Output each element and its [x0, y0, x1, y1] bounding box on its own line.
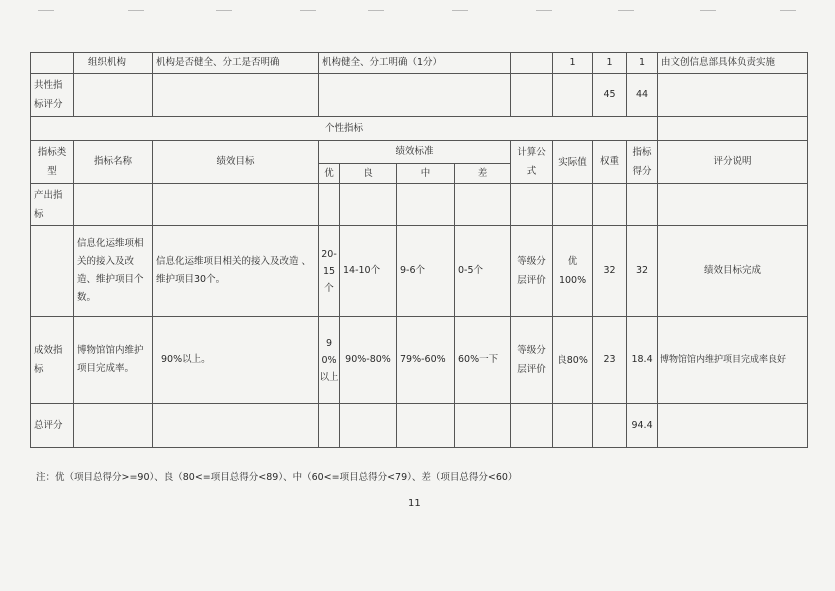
item2-label: 成效指标 — [31, 317, 74, 404]
item1-excellent: 20-15个 — [319, 226, 340, 317]
item2-poor: 60%一下 — [455, 317, 511, 404]
item1-actual: 优100% — [553, 226, 593, 317]
item2-score: 18.4 — [627, 317, 658, 404]
item1-row — [31, 226, 808, 317]
org-row — [31, 53, 808, 74]
item2-remark: 博物馆馆内维护项目完成率良好 — [658, 317, 808, 404]
total-score: 94.4 — [627, 404, 658, 448]
item2-medium: 79%-60% — [397, 317, 455, 404]
section-title: 个性指标 — [31, 117, 658, 141]
total-row — [31, 404, 808, 448]
header-type: 指标类型 — [31, 141, 74, 184]
org-goal: 机构是否健全、分工是否明确 — [153, 53, 319, 74]
item1-poor: 0-5个 — [455, 226, 511, 317]
performance-table — [30, 52, 808, 448]
common-score-label: 共性指标评分 — [31, 74, 74, 117]
item2-row — [31, 317, 808, 404]
output-row — [31, 184, 808, 226]
page-number: 11 — [408, 498, 421, 509]
header-weight: 权重 — [593, 141, 627, 184]
header-standard: 绩效标准 — [319, 141, 511, 164]
common-score-row — [31, 74, 808, 117]
item2-name: 博物馆馆内维护项目完成率。 — [74, 317, 153, 404]
item2-weight: 23 — [593, 317, 627, 404]
item1-weight: 32 — [593, 226, 627, 317]
header-good: 良 — [340, 164, 397, 184]
header-score: 指标得分 — [627, 141, 658, 184]
item2-goal: 90%以上。 — [153, 317, 319, 404]
org-value-1: 1 — [553, 53, 593, 74]
org-note: 由文创信息部具体负责实施 — [658, 53, 808, 74]
item1-name: 信息化运维项相关的接入及改造、维护项目个数。 — [74, 226, 153, 317]
item1-remark: 绩效目标完成 — [658, 226, 808, 317]
header-row-1 — [31, 141, 808, 164]
common-weight: 45 — [593, 74, 627, 117]
header-poor: 差 — [455, 164, 511, 184]
org-standard: 机构健全、分工明确（1分） — [319, 53, 511, 74]
header-remark: 评分说明 — [658, 141, 808, 184]
header-actual: 实际值 — [553, 141, 593, 184]
org-name: 组织机构 — [74, 53, 153, 74]
org-value-3: 1 — [627, 53, 658, 74]
header-excellent: 优 — [319, 164, 340, 184]
header-medium: 中 — [397, 164, 455, 184]
output-label: 产出指标 — [31, 184, 74, 226]
item1-goal: 信息化运维项目相关的接入及改造 、维护项目30个。 — [153, 226, 319, 317]
top-scan-marks — [0, 10, 835, 18]
header-goal: 绩效目标 — [153, 141, 319, 184]
item2-excellent: 90%以上 — [319, 317, 340, 404]
item2-formula: 等级分层评价 — [511, 317, 553, 404]
item1-good: 14-10个 — [340, 226, 397, 317]
item1-score: 32 — [627, 226, 658, 317]
item1-formula: 等级分层评价 — [511, 226, 553, 317]
header-name: 指标名称 — [74, 141, 153, 184]
org-value-2: 1 — [593, 53, 627, 74]
item2-good: 90%-80% — [340, 317, 397, 404]
item1-medium: 9-6个 — [397, 226, 455, 317]
header-formula: 计算公式 — [511, 141, 553, 184]
footnote: 注：优（项目总得分>=90）、良（80<=项目总得分<89）、中（60<=项目总得分<79）、差（项目总得分<60） — [36, 472, 518, 483]
item2-actual: 良80% — [553, 317, 593, 404]
common-score: 44 — [627, 74, 658, 117]
total-label: 总评分 — [31, 404, 74, 448]
section-title-row — [31, 117, 808, 141]
